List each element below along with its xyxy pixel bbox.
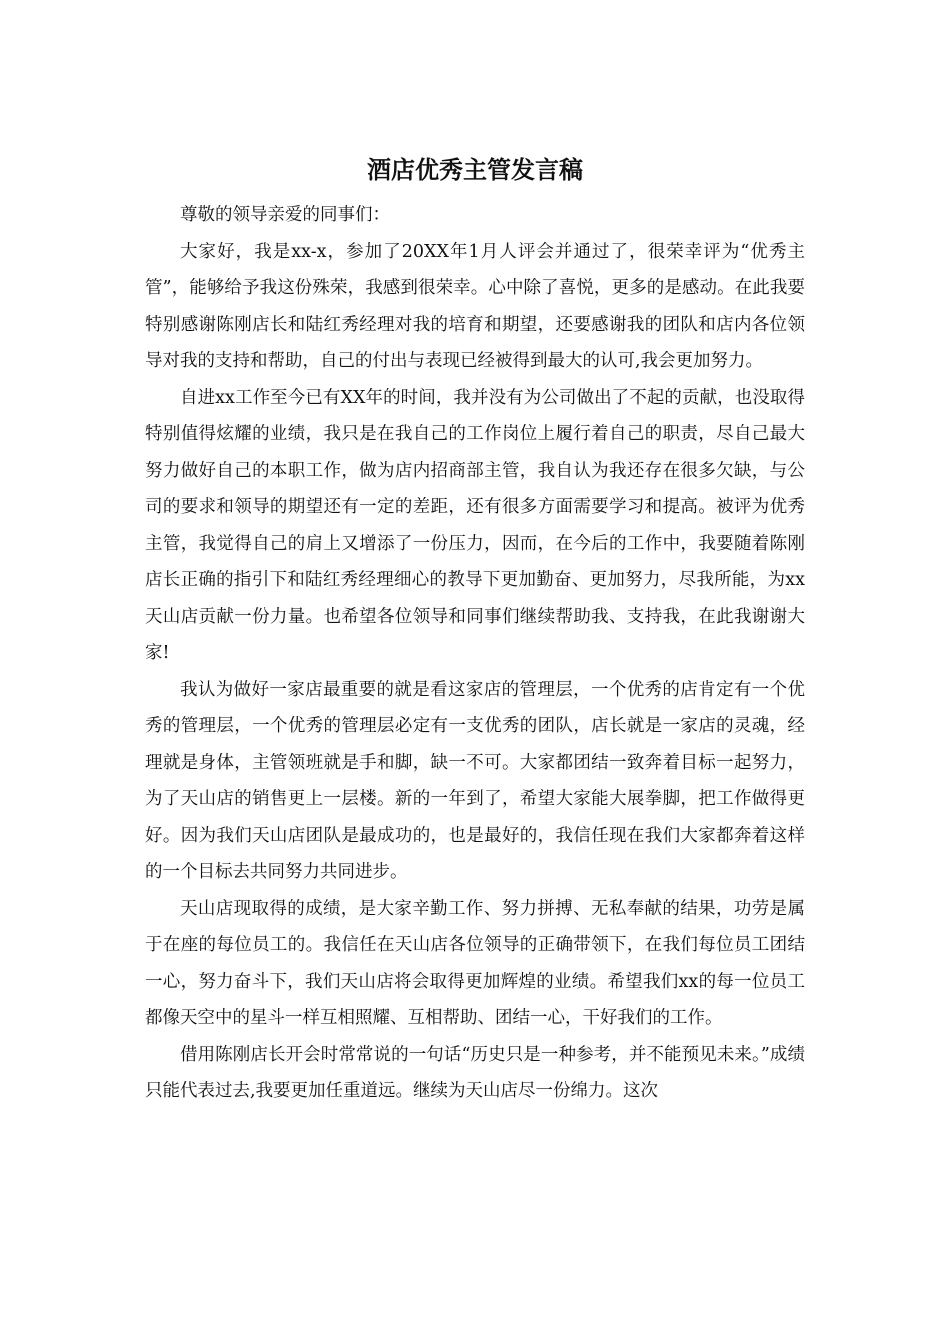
body-paragraph: 自进xx工作至今已有XX年的时间，我并没有为公司做出了不起的贡献，也没取得特别值得炫耀的业绩，我只是在我自己的工作岗位上履行着自己的职责，尽自己最大努力做好自己的本职工作，做为店内招商部主管，我自认为我还存在很多欠缺，与公司的要求和领导的期望还有一定的差距，还有很多方面需要学习和提高。被评为优秀主管，我觉得自己的肩上又增添了一份压力，因而，在今后的工作中，我要随着陈刚店长正确的指引下和陆红秀经理细心的教导下更加勤奋、更加努力，尽我所能，为xx天山店贡献一份力量。也希望各位领导和同事们继续帮助我、支持我，在此我谢谢大家!: [145, 387, 805, 663]
body-paragraph: 借用陈刚店长开会时常常说的一句话“历史只是一种参考，并不能预见未来。”成绩只能代表过去,我要更加任重道远。继续为天山店尽一份绵力。这次: [145, 1044, 805, 1101]
document-body: [145, 197, 805, 1110]
body-paragraph: 我认为做好一家店最重要的就是看这家店的管理层，一个优秀的店肯定有一个优秀的管理层，一个优秀的管理层必定有一支优秀的团队，店长就是一家店的灵魂，经理就是身体，主管领班就是手和脚，缺一不可。大家都团结一致奔着目标一起努力，为了天山店的销售更上一层楼。新的一年到了，希望大家能大展拳脚，把工作做得更好。因为我们天山店团队是最成功的，也是最好的，我信任现在我们大家都奔着这样的一个目标去共同努力共同进步。: [145, 679, 805, 882]
body-paragraph: 大家好，我是xx-x，参加了20XX年1月人评会并通过了，很荣幸评为“优秀主管”，能够给予我这份殊荣，我感到很荣幸。心中除了喜悦，更多的是感动。在此我要特别感谢陈刚店长和陆红秀经理对我的培育和期望，还要感谢我的团队和店内各位领导对我的支持和帮助，自己的付出与表现已经被得到最大的认可,我会更加努力。: [145, 241, 805, 371]
document-title: 酒店优秀主管发言稿: [367, 155, 583, 184]
greeting-paragraph: 尊敬的领导亲爱的同事们：: [180, 205, 390, 225]
body-paragraph: 天山店现取得的成绩，是大家辛勤工作、努力拼搏、无私奉献的结果，功劳是属于在座的每位员工的。我信任在天山店各位领导的正确带领下，在我们每位员工团结一心，努力奋斗下，我们天山店将会取得更加辉煌的业绩。希望我们xx的每一位员工都像天空中的星斗一样互相照耀、互相帮助、团结一心，干好我们的工作。: [145, 898, 805, 1028]
